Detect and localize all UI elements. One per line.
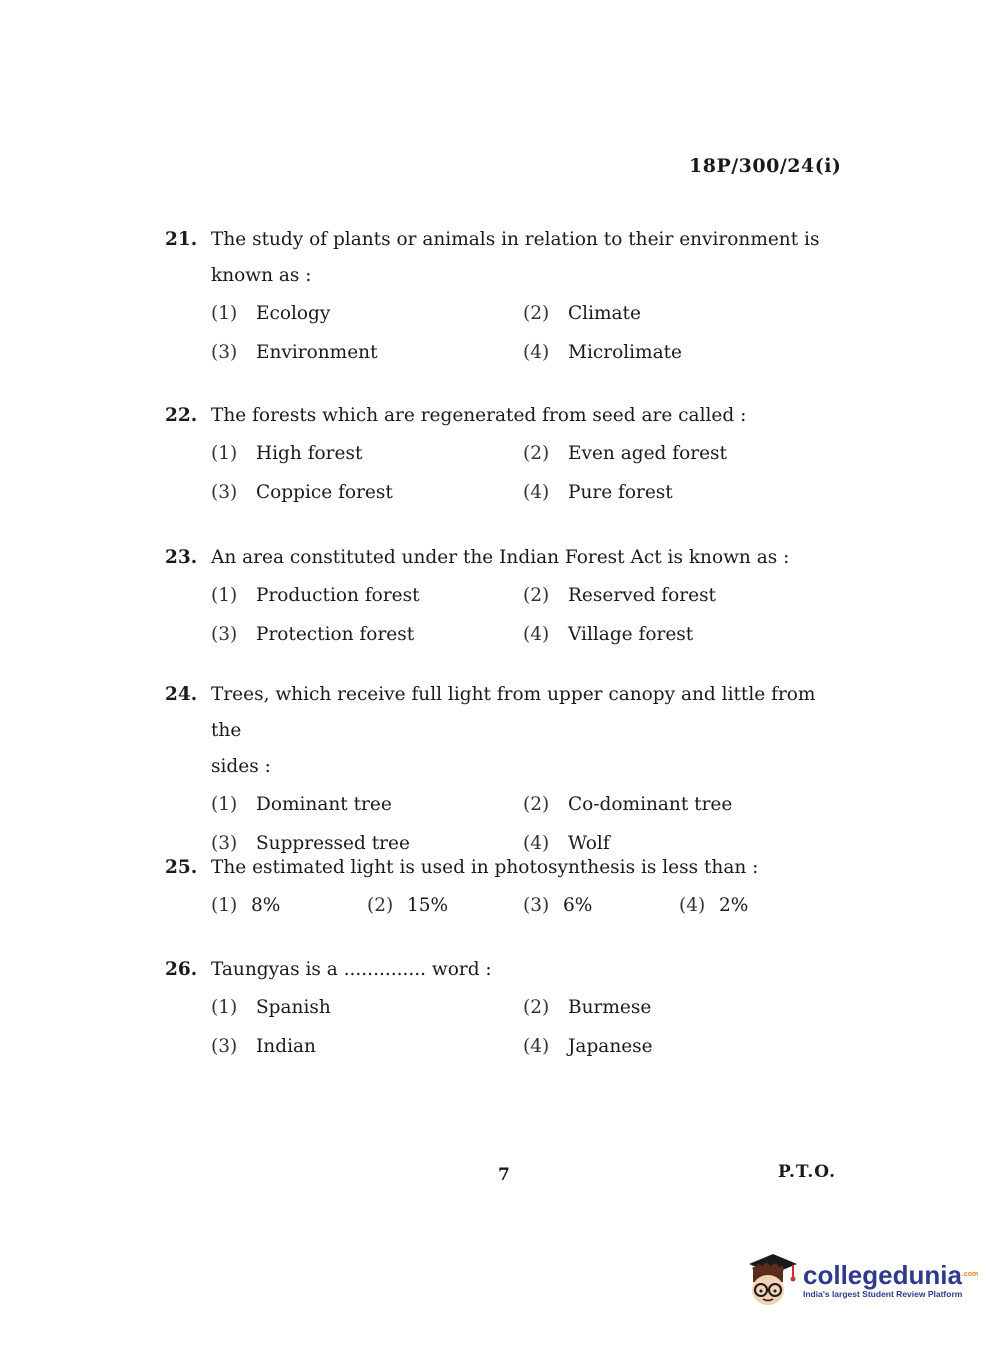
options — [211, 886, 835, 925]
option-1: (1) Ecology — [211, 303, 331, 324]
question-23 — [165, 540, 835, 654]
options — [211, 988, 835, 1066]
option-2: (2) Climate — [523, 303, 641, 324]
option-1: (1) Dominant tree — [211, 794, 392, 815]
option-3: (3) Environment — [211, 342, 378, 363]
option-2: (2) Reserved forest — [523, 585, 716, 606]
option-2: (2) Co-dominant tree — [523, 794, 733, 815]
question-text: The forests which are regenerated from seed are called : — [211, 405, 747, 426]
question-number: 22. — [165, 405, 198, 426]
question-number: 23. — [165, 547, 198, 568]
question-text: An area constituted under the Indian Forest Act is known as : — [211, 547, 790, 568]
option-4: (4) Japanese — [523, 1036, 653, 1057]
question-text: The study of plants or animals in relation to their environment is — [211, 229, 820, 250]
option-2: (2) Even aged forest — [523, 443, 727, 464]
options — [211, 576, 835, 654]
question-text-continued: sides : — [211, 756, 271, 777]
option-3: (3) Protection forest — [211, 624, 415, 645]
option-1: (1) High forest — [211, 443, 363, 464]
question-number: 21. — [165, 229, 198, 250]
option-1: (1) 8% — [211, 895, 281, 916]
question-text-continued: known as : — [211, 265, 312, 286]
option-4: (4) Microlimate — [523, 342, 682, 363]
brand-watermark[interactable] — [743, 1252, 978, 1308]
mascot-icon — [743, 1252, 799, 1308]
question-21 — [165, 222, 835, 372]
question-number: 25. — [165, 857, 198, 878]
option-4: (4) 2% — [679, 895, 749, 916]
pto-label: P.T.O. — [778, 1162, 836, 1182]
question-text: Taungyas is a .............. word : — [211, 959, 492, 980]
option-4: (4) Wolf — [523, 833, 610, 854]
options — [211, 434, 835, 512]
options — [211, 294, 835, 372]
option-3: (3) Indian — [211, 1036, 316, 1057]
option-3: (3) 6% — [523, 895, 593, 916]
option-4: (4) Village forest — [523, 624, 694, 645]
option-1: (1) Production forest — [211, 585, 420, 606]
option-1: (1) Spanish — [211, 997, 331, 1018]
question-22 — [165, 398, 835, 512]
option-2: (2) 15% — [367, 895, 449, 916]
question-number: 24. — [165, 684, 198, 705]
question-number: 26. — [165, 959, 198, 980]
brand-domain-suffix: .com — [961, 1271, 979, 1278]
option-3: (3) Coppice forest — [211, 482, 393, 503]
question-26 — [165, 952, 835, 1066]
question-24 — [165, 677, 835, 863]
brand-tagline: India's largest Student Review Platform — [803, 1289, 963, 1299]
page-number: 7 — [498, 1165, 510, 1185]
option-3: (3) Suppressed tree — [211, 833, 410, 854]
option-2: (2) Burmese — [523, 997, 652, 1018]
question-25 — [165, 850, 835, 925]
brand-name: collegedunia — [803, 1260, 962, 1290]
paper-code: 18P/300/24(i) — [689, 155, 842, 177]
question-text: Trees, which receive full light from upper canopy and little from the — [211, 684, 816, 741]
option-4: (4) Pure forest — [523, 482, 673, 503]
question-text: The estimated light is used in photosynthesis is less than : — [211, 857, 759, 878]
